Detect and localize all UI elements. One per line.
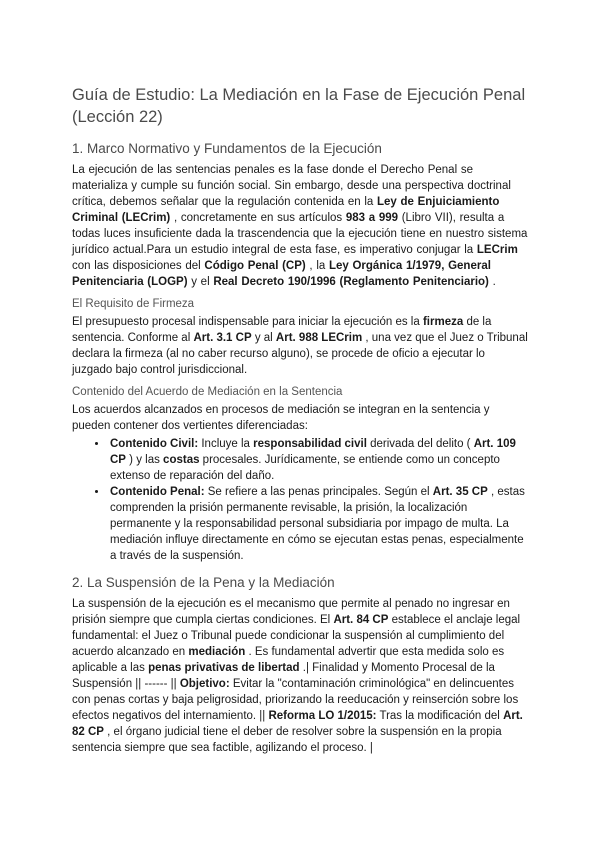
bold-run: Ley de Enjuiciamiento Criminal (LECrim): [72, 196, 500, 224]
document-title: Guía de Estudio: La Mediación en la Fase de Ejecución Penal (Lección 22): [72, 86, 526, 126]
text-run: Evitar la "contaminación criminológica" en delincuentes con penas cortas y baja peligrosidad, priorizando la reeducación y reinserción sobre los efectos negativos del internamiento. ||: [72, 678, 519, 722]
bold-run: Real Decreto 190/1996 (Reglamento Penitenciario): [213, 276, 489, 288]
text-run: .| Finalidad y Momento Procesal de la Suspensión || ------ ||: [72, 662, 495, 690]
bold-run: Código Penal (CP): [204, 260, 306, 272]
bold-run: Contenido Penal:: [110, 486, 205, 498]
bold-run: firmeza: [422, 316, 464, 328]
bold-run: LECrim: [476, 244, 518, 256]
text-run: , el órgano judicial tiene el deber de resolver sobre la suspensión en la propia sentencia siempre que sea factible, agilizando el proceso. |: [72, 726, 502, 754]
text-run: , estas comprenden la prisión permanente revisable, la prisión, la localización permanente y la responsabilidad personal subsidiaria por impago de multa. La mediación influye directamente en cómo se ejecutan estas penas, especialmente a través de la suspensión.: [110, 486, 525, 562]
bold-run: Art. 35 CP: [432, 486, 488, 498]
text-run: y el: [187, 276, 214, 288]
bold-run: Contenido Civil:: [110, 438, 199, 450]
text-run: (Libro VII), resulta a todas luces insuficiente dada la trascendencia que la ejecución tiene en nuestro sistema jurídico actual.Para un estudio integral de esta fase, es imperativo conjugar la: [72, 212, 528, 256]
text-run: Se refiere a las penas principales. Según el: [204, 486, 433, 498]
text-run: El presupuesto procesal indispensable para iniciar la ejecución es la: [72, 316, 423, 328]
bold-run: Art. 988 LECrim: [275, 332, 363, 344]
contenido-list: [72, 436, 528, 564]
list-item-civil: [108, 436, 528, 484]
bold-run: mediación: [188, 646, 246, 658]
section-1-heading: 1. Marco Normativo y Fundamentos de la Ejecución: [72, 141, 382, 156]
bold-run: Art. 3.1 CP: [193, 332, 252, 344]
section-2-heading: 2. La Suspensión de la Pena y la Mediación: [72, 575, 335, 590]
text-run: , la: [305, 260, 329, 272]
text-run: .: [488, 276, 496, 288]
text-run: La ejecución de las sentencias penales es la fase donde el Derecho Penal se materializa y cumple su función social. Sin embargo, desde una perspectiva doctrinal crítica, debemos señalar que la regulación contenida en la: [72, 164, 511, 208]
bold-run: costas: [163, 454, 200, 466]
text-run: derivada del delito (: [366, 438, 474, 450]
firmeza-heading: El Requisito de Firmeza: [72, 298, 195, 310]
bold-run: Art. 82 CP: [72, 710, 523, 738]
firmeza-paragraph: [72, 314, 528, 378]
contenido-intro: Los acuerdos alcanzados en procesos de mediación se integran en la sentencia y pueden contener dos vertientes diferenciadas:: [72, 404, 490, 432]
bold-run: Objetivo:: [179, 678, 230, 690]
section-2-paragraph: [72, 596, 528, 756]
text-run: Incluye la: [198, 438, 254, 450]
bold-run: Ley Orgánica 1/1979, General Penitenciaria (LOGP): [72, 260, 491, 288]
text-run: de la sentencia. Conforme al: [72, 316, 492, 344]
bold-run: Art. 109 CP: [110, 438, 516, 466]
text-run: establece el anclaje legal fundamental: el Juez o Tribunal puede condicionar la suspensión al cumplimiento del acuerdo alcanzado en: [72, 614, 521, 658]
text-run: La suspensión de la ejecución es el mecanismo que permite al penado no ingresar en prisión siempre que cumpla ciertas condiciones. El: [72, 598, 510, 626]
text-run: con las disposiciones del: [72, 260, 205, 272]
text-run: procesales. Jurídicamente, se entiende como un concepto extenso de reparación del daño.: [110, 454, 500, 482]
bold-run: Art. 84 CP: [333, 614, 389, 626]
bold-run: penas privativas de libertad: [148, 662, 300, 674]
bold-run: responsabilidad civil: [253, 438, 367, 450]
bold-run: Reforma LO 1/2015:: [268, 710, 377, 722]
contenido-heading: Contenido del Acuerdo de Mediación en la Sentencia: [72, 386, 343, 398]
text-run: , una vez que el Juez o Tribunal declara la firmeza (al no caber recurso alguno), se procede de oficio a ejecutar lo juzgado bajo control jurisdiccional.: [72, 332, 528, 376]
text-run: . Es fundamental advertir que esta medida solo es aplicable a las: [72, 646, 505, 674]
bold-run: 983 a 999: [345, 212, 399, 224]
text-run: Tras la modificación del: [376, 710, 504, 722]
list-item-penal: [108, 484, 528, 564]
text-run: , concretamente en sus artículos: [170, 212, 346, 224]
text-run: ) y las: [125, 454, 164, 466]
text-run: y al: [251, 332, 276, 344]
section-1-paragraph: [72, 162, 528, 290]
